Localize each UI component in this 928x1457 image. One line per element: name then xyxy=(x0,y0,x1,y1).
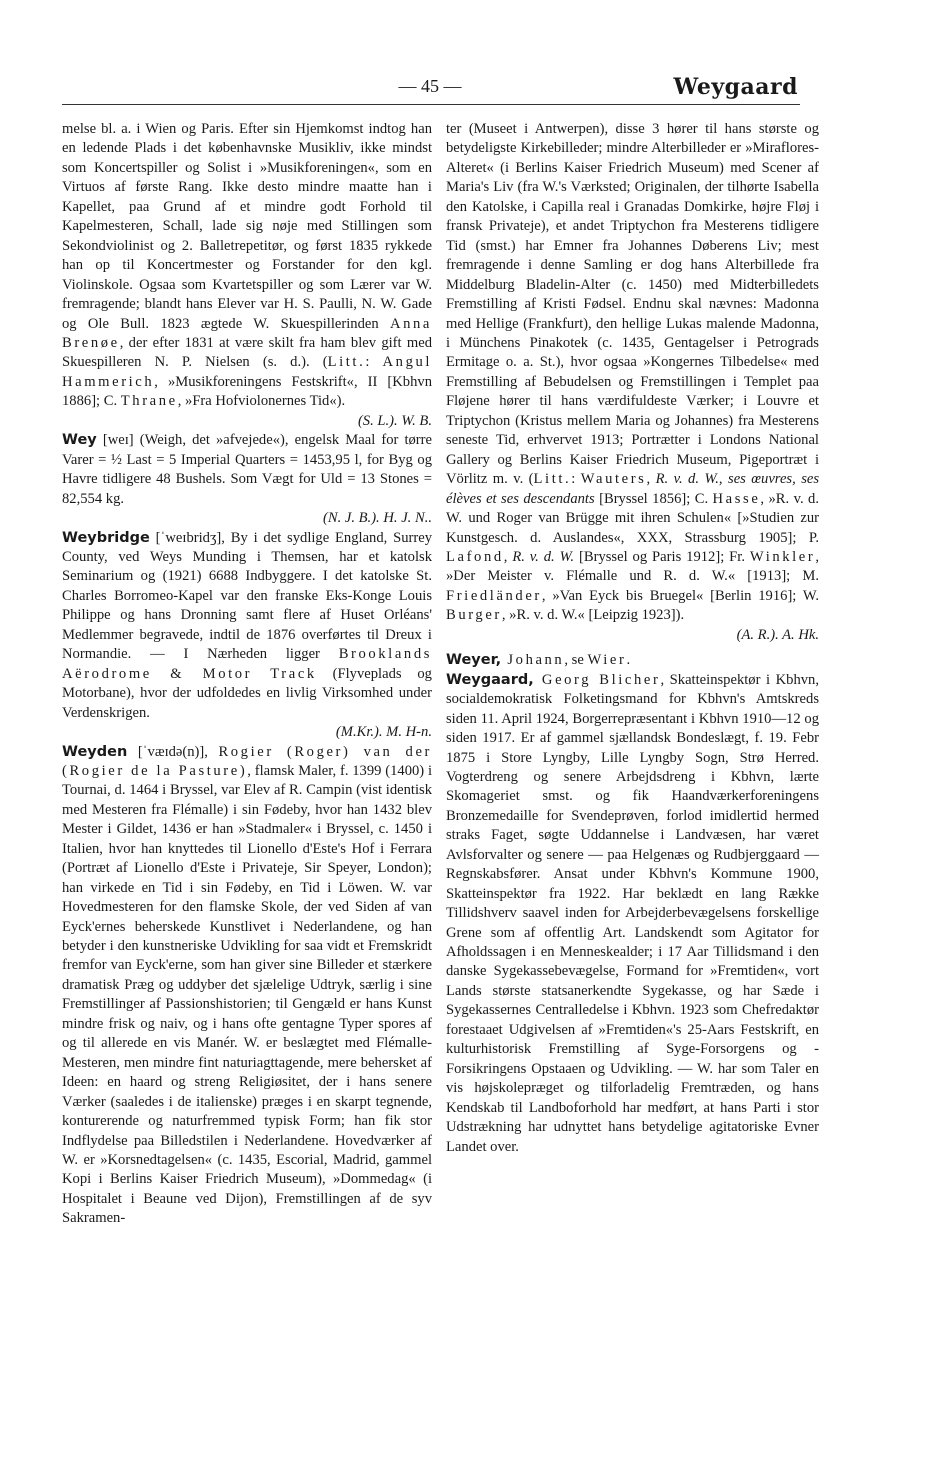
entry-headword: Weyden xyxy=(62,743,128,760)
author-signature: (M.Kr.). M. H-n. xyxy=(335,724,432,741)
entry-weyer xyxy=(446,651,819,670)
entry-text: , »R. v. d. W. und Roger van Brügge mit ihren Schulen« [»Studien zur Kunstgesch. d. Auslandes«, XXX, Strassburg 1905]; P. xyxy=(446,490,819,546)
entry-weygaard xyxy=(446,671,819,1157)
entry-headword: Weybridge xyxy=(62,529,150,546)
entry-text: , xyxy=(646,471,656,488)
spaced-author: Thrane xyxy=(120,393,178,410)
right-column xyxy=(446,120,819,1157)
entry-weyden xyxy=(62,743,432,1229)
entry-wey xyxy=(62,431,432,528)
entry-continuation xyxy=(446,120,819,645)
entry-text: ter (Museet i Antwerpen), disse 3 hører til hans største og betydeligste Kirkebilleder; mindre Alterbilleder er »Miraflores-Alteret« (i Berlins Kaiser Friedrich Museum) med Scener af Maria's Liv (fra W.'s Værksted; Originalen, der tilhørte Isabella den Katolske, i Capilla real i Granadas Domkirke, højre Fløj i fransk Privateje), et andet Triptychon fra Mesterens tidligere Tid (smst.) har Emner fra Johannes Døberens Liv; mest fremragende i denne Samling er dog hans Alterbillede fra Middelburg Bladelin-Alter (c. 1450) med Midterbilledets Fremstilling af Kristi Fødsel. Endnu skal nævnes: Madonna med Hellige (Frankfurt), den hellige Lukas malende Madonna, i Münchens Pinakotek (c. 1435, Gentagelser i Petrograds Ermitage o. a. St.), hvor ogsaa »Kongernes Tilbedelse« med Fremstilling af Bebudelsen og Fremstillingen i Templet paa Fløjene hører til hans værdifuldeste Værker; i Louvre et Triptychon (Kristus mellem Maria og Johannes) fra Mesterens seneste Tid, erhvervet 1913; Portrætter i Londons National Gallery og Berlins Kaiser Friedrich Museum, Pigeportræt i Vörlitz m. v. ( xyxy=(446,121,819,488)
entry-headword: Weygaard, xyxy=(446,671,534,688)
entry-text: , »Van Eyck bis Bruegel« [Berlin 1916]; W. xyxy=(541,587,819,604)
entry-headword: Wey xyxy=(62,432,97,449)
entry-text: [Bryssel 1856]; C. xyxy=(594,490,713,507)
spaced-name: Johann xyxy=(501,652,565,669)
entry-text: , »Der Meister v. Flémalle und R. d. W.« [1913]; M. xyxy=(446,548,819,585)
running-title: Weygaard xyxy=(673,74,798,100)
entry-text: , Skatteinspektør i Kbhvn, socialdemokratisk Folketingsmand for Kbhvn's Amtskreds siden 11. April 1924, Borgerrepræsentant i Kbhvn 1910—12 og siden 1917. Er af gammel sjællandsk Bondeslægt, f. 19. Febr 1875 i Store Lyngby, Lille Lyngby Sogn, Strø Herred. Vogterdreng og senere Arbejdsdreng i Kbhvn, lærte Skomageriet smst. og fik Haandværkerforeningens Bronzemedaille for Svendeprøven, forlod imidlertid hermed straks Faget, søgte Uddannelse i Landvæsen, har været Avlsforvalter og senere — paa Helgenæs og Rudbjerggaard — Regnskabsfører. Ansat under Kbhvn's Kommune 1900, Skatteinspektør fra 1922. Har beklædt en lang Række Tillidshverv saavel inden for Arbejderbevægelsens forskellige Grene som af offentlig Art. Landskendt som Agitator for Afholdssagen i en Menneskealder; i 17 Aar Tillidsmand i den danske Sygekassebevægelse, Formand for »Fremtiden«, vort Lands største statsanerkendte Sygekasse, og har Sæde i Sygekassernes Centralledelse i Kbhvn. 1923 som Chefredaktør forestaaet Udgivelsen af »Fremtiden«'s 25-Aars Festskrift, en kulturhistorisk Fremstilling af Syge-Forsorgens og -Forsikringens Opstaaen og Udvikling. — W. har som Taler en vis højskolepræget og tilforladelig Fremtræden, og hans Kendskab til Landboforhold har medført, at hans Parti i stor Udstrækning har udnyttet hans betydelige agitatoriske Evner Landet over. xyxy=(446,671,819,1155)
italic-title: R. v. d. W., ses œuvres, ses élèves et ses descendants xyxy=(446,471,820,507)
entry-text: : xyxy=(365,354,383,371)
header-rule xyxy=(62,104,800,105)
entry-headword: Weyer, xyxy=(446,652,502,669)
entry-weybridge xyxy=(62,529,432,743)
author-signature: (N. J. B.). H. J. N.. xyxy=(322,510,432,527)
entry-text: , se xyxy=(564,652,588,669)
entry-text: . xyxy=(626,652,631,669)
spaced-name: Georg Blicher xyxy=(533,671,661,688)
entry-text: , »Musikforeningens Festskrift«, II [Kbhvn 1886]; C. xyxy=(62,373,432,410)
spaced-author: Angul Hammerich xyxy=(62,354,433,390)
entry-text: , xyxy=(503,548,513,565)
spaced-author: Wauters xyxy=(580,471,647,488)
literature-label: Litt. xyxy=(533,471,572,488)
entry-text: , »R. v. d. W.« [Leipzig 1923]). xyxy=(501,607,685,624)
spaced-author: Hasse xyxy=(712,490,761,507)
entry-text: [weɪ] (Weigh, det »afvejede«), engelsk Maal for tørre Varer = ½ Last = 5 Imperial Quarters = 1453,95 l, for Byg og Havre tidligere 48 Bushels. Som Vægt for Uld = 13 Stones = 82,554 kg. xyxy=(62,432,432,507)
spaced-author: Burger xyxy=(446,607,502,624)
entry-text: melse bl. a. i Wien og Paris. Efter sin Hjemkomst indtog han en ledende Plads i det københavnske Musikliv, ikke mindst som Koncertspiller og Solist i »Musikforeningen«, som en Virtuos af første Rang. Ikke desto mindre maatte han i Kapellet, paa Grund af et mindre godt Forhold til Kapelmesteren, Schall, lade sig nøje med Stillingen som Sekondviolinist og 2. Balletrepetitør, og først 1835 rykkede han op til Koncertmester og Forstander for den kgl. Violinskole. Ogsaa som Kvartetspiller og som Lærer var W. fremragende; blandt hans Elever var H. S. Paulli, N. W. Gade og Ole Bull. 1823 ægtede W. Skuespillerinden xyxy=(62,121,432,332)
entry-text: , »Fra Hofviolonernes Tid«). xyxy=(177,393,346,410)
cross-reference: Wier xyxy=(587,652,627,669)
entry-text: (Flyveplads og Motorbane), hvor der udfoldedes en livlig Virksomhed under Verdenskrigen. xyxy=(62,665,432,721)
entry-continuation xyxy=(62,120,432,431)
left-column xyxy=(62,120,432,1229)
author-signature: (A. R.). A. Hk. xyxy=(736,626,819,643)
spaced-author: Friedländer xyxy=(446,587,542,604)
entry-text: [ˈweɪbridʒ], By i det sydlige England, Surrey County, ved Weys Munding i Themsen, har et katolsk Seminarium og (1921) 6688 Indbyggere. I det katolske St. Charles Borromeo-Kapel var den franske Eks-Konge Louis Philippe og hans Dronning samt flere af Huset Orléans' Medlemmer begravede, indtil de 1876 overførtes til Dreux i Normandie. — I Nærheden ligger xyxy=(62,529,432,663)
entry-text: [ˈvæɪdə(n)], xyxy=(127,743,219,760)
entry-text: , flamsk Maler, f. 1399 (1400) i Tournai, d. 1464 i Bryssel, var Elev af R. Campin (vist identisk med Mesteren fra Flémalle) i sin Fødeby, hvor han 1432 blev Mester i Gildet, 1436 er han »Stadmaler« i Bryssel, c. 1450 i Italien, hvor han knyttedes til Lionello d'Este's Hof i Ferrara (Portræt af Lionello d'Este i Privateje, Sir Speyer, London); han virkede en Tid i sin Fødeby, en Tid i Löwen. W. var Hovedmesteren for den flamske Skole, der ved Siden af van Eyck'ernes beherskede Kunstlivet i Nederlandene, og han betyder i den kunstneriske Udvikling for saa vidt et Fremskridt fremfor van Eyck'erne, som han giver sine Billeder et stærkere dramatisk Præg og uddyber det sjælelige Udtryk, særlig i sine Fremstillinger af Passionshistorien; til Gengæld er hans Kunst mindre frisk og naiv, og i hans ofte gentagne Typer spores af og til allerede en vis Manér. W. er beslægtet med Flémalle-Mesteren, men mindre fint naturiagttagende, mere behersket af Ideen: en haard og streng Religiøsitet, der i hans senere Værker (saaledes i de italienske) præges i en skarpt tegnende, konturerende og naturfremmed typisk Form; han fik stor Indflydelse paa Billedstilen i Nederlandene. Hovedværker af W. er »Korsnedtagelsen« (c. 1435, Escorial, Madrid, gammel Kopi i Berlins Kaiser Friedrich Museum), »Dommedag« (i Hospitalet i Beaune ved Dijon), Fremstillingen af de syv Sakramen- xyxy=(62,762,432,1227)
entry-text: : xyxy=(571,471,581,488)
spaced-name: Anna Brenøe xyxy=(62,315,432,351)
page-number: — 45 — xyxy=(398,76,462,96)
spaced-name: Brooklands Aërodrome & Motor Track xyxy=(62,646,432,682)
author-signature: (S. L.). W. B. xyxy=(357,412,432,429)
italic-title: R. v. d. W. xyxy=(512,548,575,565)
entry-text: [Bryssel og Paris 1912]; Fr. xyxy=(574,548,750,565)
spaced-author: Winkler xyxy=(749,548,816,565)
spaced-name: Rogier (Roger) van der (Rogier de la Pasture) xyxy=(62,743,432,779)
literature-label: Litt. xyxy=(327,354,366,371)
entry-text: , der efter 1831 at være skilt fra ham blev gift med Skuespilleren N. P. Nielsen (s. d.). ( xyxy=(62,334,432,371)
spaced-author: Lafond xyxy=(446,548,504,565)
